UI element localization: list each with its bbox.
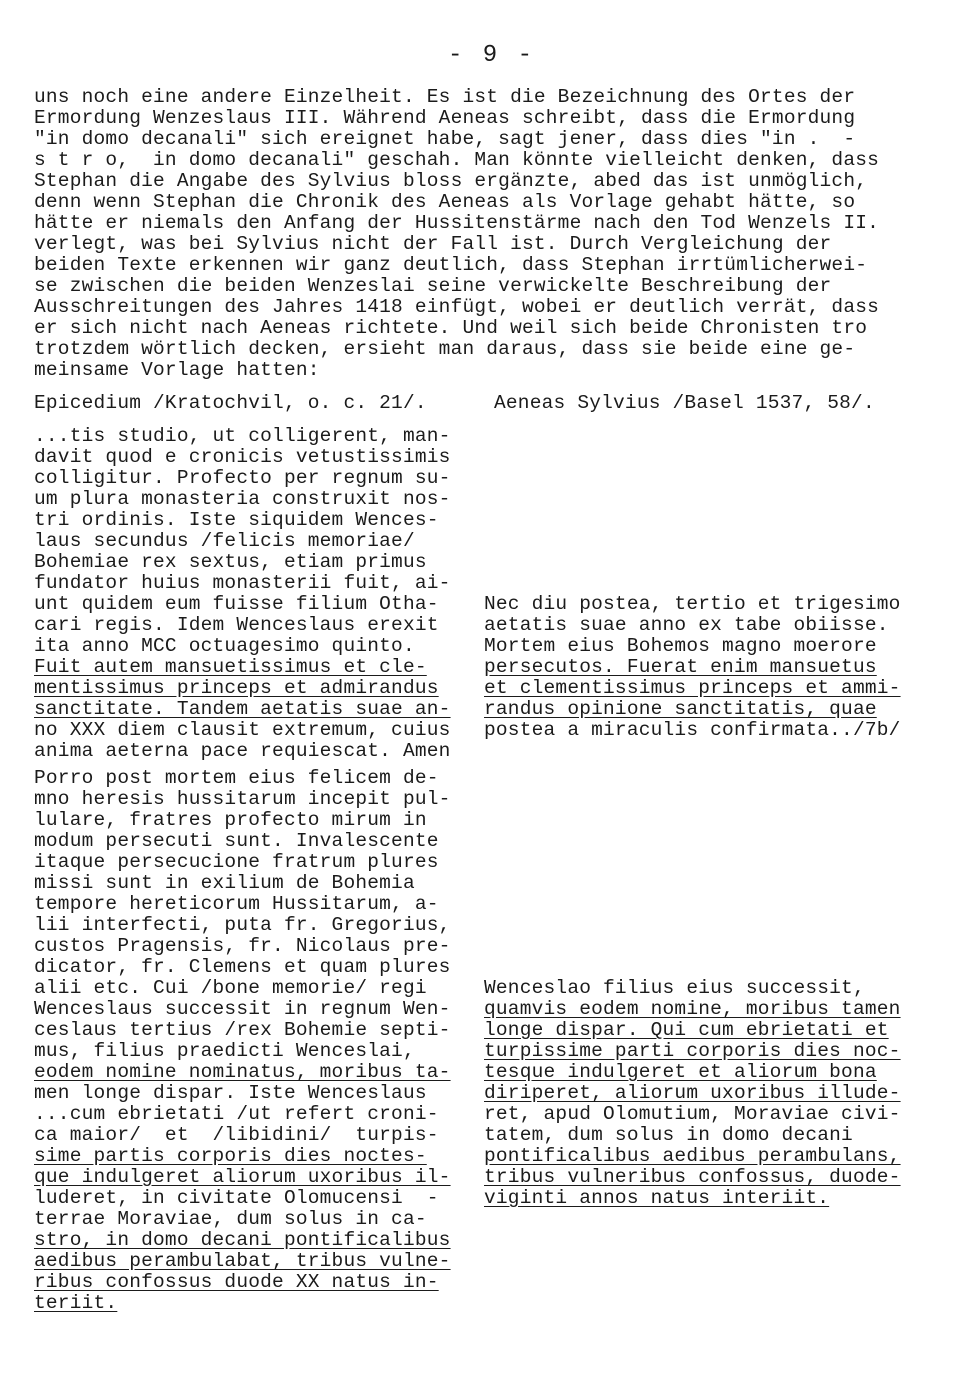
right-text-line: viginti annos natus interiit.: [484, 1187, 830, 1209]
left-text-line: sanctitate. Tandem aetatis suae an-: [34, 698, 451, 720]
intro-line: Ermordung Wenzeslaus III. Während Aeneas schreibt, dass die Ermordung: [34, 107, 856, 129]
right-column-heading: Aeneas Sylvius /Basel 1537, 58/.: [494, 392, 875, 414]
left-text-line: missi sunt in exilium de Bohemia: [34, 872, 415, 894]
intro-line: meinsame Vorlage hatten:: [34, 359, 320, 381]
left-column-heading: Epicedium /Kratochvil, o. c. 21/.: [34, 392, 427, 414]
intro-line: beiden Texte erkennen wir ganz deutlich, dass Stephan irrtümlicherwei-: [34, 254, 868, 276]
left-text-line: Bohemiae rex sextus, etiam primus: [34, 551, 427, 573]
right-text-line: tesque indulgeret et aliorum bona: [484, 1061, 877, 1083]
intro-line: hätte er niemals den Anfang der Hussitenstärme nach den Tod Wenzels II.: [34, 212, 880, 234]
left-text-line: Wenceslaus successit in regnum Wen-: [34, 998, 451, 1020]
left-text-line: teriit.: [34, 1292, 118, 1314]
intro-line: se zwischen die beiden Wenzeslai seine verwickelte Beschreibung der: [34, 275, 832, 297]
right-text-line: et clementissimus princeps et ammi-: [484, 677, 901, 699]
left-text-line: mus, filius praedicti Wenceslai,: [34, 1040, 415, 1062]
right-text-line: ret, apud Olomutium, Moraviae civi-: [484, 1103, 901, 1125]
intro-line: trotzdem wörtlich decken, ersieht man daraus, dass sie beide eine ge-: [34, 338, 856, 360]
left-text-line: ribus confossus duode XX natus in-: [34, 1271, 439, 1293]
intro-line: Ausschreitungen des Jahres 1418 einfügt, wobei er deutlich verrät, dass: [34, 296, 880, 318]
intro-line: er sich nicht nach Aeneas richtete. Und weil sich beide Chronisten tro: [34, 317, 868, 339]
left-text-line: anima aeterna pace requiescat. Amen: [34, 740, 451, 762]
left-text-line: laus secundus /felicis memoriae/: [34, 530, 415, 552]
right-text-line: Mortem eius Bohemos magno moerore: [484, 635, 877, 657]
left-text-line: tempore hereticorum Hussitarum, a-: [34, 893, 439, 915]
left-text-line: tri ordinis. Iste siquidem Wences-: [34, 509, 439, 531]
intro-line: "in domo decanali" sich ereignet habe, sagt jener, dass dies "in . -: [34, 128, 856, 150]
left-text-line: colligitur. Profecto per regnum su-: [34, 467, 451, 489]
left-text-line: lulare, fratres profecto mirum in: [34, 809, 427, 831]
left-text-line: dicator, fr. Clemens et quam plures: [34, 956, 451, 978]
left-text-line: ceslaus tertius /rex Bohemie septi-: [34, 1019, 451, 1041]
left-text-line: fundator huius monasterii fuit, ai-: [34, 572, 451, 594]
left-text-line: stro, in domo decani pontificalibus: [34, 1229, 451, 1251]
page-number: - 9 -: [448, 42, 536, 69]
right-text-line: turpissime parti corporis dies noc-: [484, 1040, 901, 1062]
left-text-line: Fuit autem mansuetissimus et cle-: [34, 656, 427, 678]
right-text-line: pontificalibus aedibus perambulans,: [484, 1145, 901, 1167]
left-text-line: ...tis studio, ut colligerent, man-: [34, 425, 451, 447]
left-text-line: itaque persecucione fratrum plures: [34, 851, 439, 873]
right-text-line: aetatis suae anno ex tabe obiisse.: [484, 614, 889, 636]
left-text-line: mentissimus princeps et admirandus: [34, 677, 439, 699]
left-text-line: eodem nomine nominatus, moribus ta-: [34, 1061, 451, 1083]
right-text-line: tatem, dum solus in domo decani: [484, 1124, 853, 1146]
left-text-line: mno heresis hussitarum incepit pul-: [34, 788, 451, 810]
intro-line: uns noch eine andere Einzelheit. Es ist die Bezeichnung des Ortes der: [34, 86, 856, 108]
left-text-line: men longe dispar. Iste Wenceslaus: [34, 1082, 427, 1104]
left-text-line: sime partis corporis dies noctes-: [34, 1145, 427, 1167]
right-text-line: quamvis eodem nomine, moribus tamen: [484, 998, 901, 1020]
left-text-line: davit quod e cronicis vetustissimis: [34, 446, 451, 468]
right-text-line: diriperet, aliorum uxoribus illude-: [484, 1082, 901, 1104]
right-text-line: persecutos. Fuerat enim mansuetus: [484, 656, 877, 678]
left-text-line: modum persecuti sunt. Invalescente: [34, 830, 439, 852]
left-text-line: um plura monasteria construxit nos-: [34, 488, 451, 510]
left-text-line: luderet, in civitate Olomucensi -: [34, 1187, 439, 1209]
left-text-line: aedibus perambulabat, tribus vulne-: [34, 1250, 451, 1272]
intro-line: verlegt, was bei Sylvius nicht der Fall ist. Durch Vergleichung der: [34, 233, 832, 255]
right-text-line: tribus vulneribus confossus, duode-: [484, 1166, 901, 1188]
right-text-line: Wenceslao filius eius successit,: [484, 977, 865, 999]
left-text-line: que indulgeret aliorum uxoribus il-: [34, 1166, 451, 1188]
left-text-line: cari regis. Idem Wenceslaus erexit: [34, 614, 439, 636]
left-text-line: Porro post mortem eius felicem de-: [34, 767, 439, 789]
right-text-line: longe dispar. Qui cum ebrietati et: [484, 1019, 889, 1041]
left-text-line: ca maior/ et /libidini/ turpis-: [34, 1124, 439, 1146]
right-text-line: postea a miraculis confirmata../7b/: [484, 719, 901, 741]
left-text-line: unt quidem eum fuisse filium Otha-: [34, 593, 439, 615]
left-text-line: ...cum ebrietati /ut refert croni-: [34, 1103, 439, 1125]
intro-line: s t r o, in domo decanali" geschah. Man könnte vielleicht denken, dass: [34, 149, 880, 171]
left-text-line: custos Pragensis, fr. Nicolaus pre-: [34, 935, 451, 957]
intro-line: Stephan die Angabe des Sylvius bloss ergänzte, abed das ist unmöglich,: [34, 170, 868, 192]
intro-line: denn wenn Stephan die Chronik des Aeneas als Vorlage gehabt hätte, so: [34, 191, 856, 213]
left-text-line: terrae Moraviae, dum solus in ca-: [34, 1208, 427, 1230]
left-text-line: no XXX diem clausit extremum, cuius: [34, 719, 451, 741]
left-text-line: ita anno MCC octuagesimo quinto.: [34, 635, 415, 657]
left-text-line: lii interfecti, puta fr. Gregorius,: [34, 914, 451, 936]
right-text-line: randus opinione sanctitatis, quae: [484, 698, 877, 720]
left-text-line: alii etc. Cui /bone memorie/ regi: [34, 977, 427, 999]
right-text-line: Nec diu postea, tertio et trigesimo: [484, 593, 901, 615]
